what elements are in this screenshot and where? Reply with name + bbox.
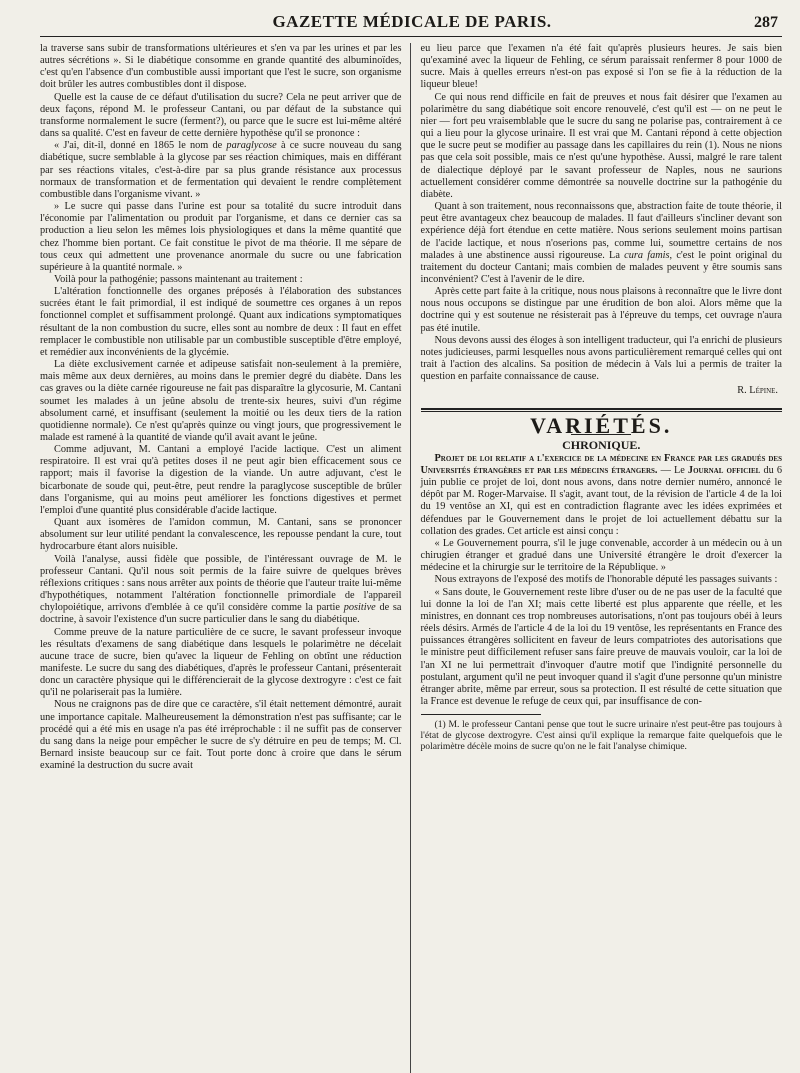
paragraph: Quant aux isomères de l'amidon commun, M. Cantani, sans se prononcer absolument sur leur utilité pendant la convalescence, les repousse pendant la cure, tout hydrocarbure étant alors nuisible. <box>40 517 402 553</box>
article-heading: Projet de loi relatif a l'exercice de la médecine en France par les gradués des Universités étrangères et par les médecins étrangers. <box>420 452 782 476</box>
italic-term: paraglycose <box>226 140 277 152</box>
text-run: du 6 juin publie ce projet de loi, dont nous avons, dans notre dernier numéro, annoncé le dépôt par M. Roger-Marvaise. Il s'agit, avant tout, de la révision de l'article 4 de la loi du 19 ventôse an XI, qui est en contradiction flagrante avec les idées exprimées et défendues par le Gouvernement dans le projet de loi actuellement débattu sur la collation des grades. Cet article est ainsi conçu : <box>420 465 782 537</box>
section-divider <box>421 408 783 412</box>
paragraph: Quelle est la cause de ce défaut d'utilisation du sucre? Cela ne peut arriver que de deux façons, répond M. le professeur Cantani, ou par défaut de la substance qui transforme normalement le sucre (ferment?), ou parce que le sucre est lui-même altéré dans sa qualité. C'est en faveur de cette dernière hypothèse qu'il se prononce : <box>40 91 402 140</box>
quote-paragraph: « Le Gouvernement pourra, s'il le juge convenable, accorder à un médecin ou à un chirugien étranger et gradué dans une Université étrangère le droit d'exercer la médecine et la chirurgie sur le territoire de la République. » <box>420 537 782 574</box>
paragraph: Comme adjuvant, M. Cantani a employé l'acide lactique. C'est un aliment respiratoire. Il est vrai qu'à petites doses il ne peut agir bien efficacement sous ce rapport; mais il favorise la digestion de la viande. Un autre adjuvant, c'est le bicarbonate de soude qui, peut-être, peut rendre la paraglycose susceptible de brûler dans l'organisme, qui au moins peut améliorer les fonctions digestives et permet l'emploi d'une quantité plus considérable d'acide lactique. <box>40 444 402 516</box>
left-column <box>40 43 411 1073</box>
paragraph: Après cette part faite à la critique, nous nous plaisons à reconnaître que le livre dont nous nous occupons se distingue par une érudition de bon aloi. Alors même que la doctrine qui y est soutenue ne résisterait pas à l'épreuve du temps, cet ouvrage n'aura pas été inutile. <box>420 286 782 334</box>
italic-term: positive <box>343 602 376 614</box>
text-run: « J'ai, dit-il, donné en 1865 le nom de <box>54 140 227 152</box>
footnote-rule <box>421 714 541 715</box>
text-columns <box>40 43 782 1073</box>
text-run: Voilà l'analyse, aussi fidèle que possible, de l'intéressant ouvrage de M. le professeur Cantani. Qu'il nous soit permis de la faire suivre de quelques brèves réflexions critiques : sans nous arrêter aux points de théorie que l'auteur traite lui-même d'hypothétiques, notamment l'altération fonctionnelle primordiale de l'appareil chylopoiétique, arrivons d'emblée à ce qu'il considère comme la partie <box>40 553 402 614</box>
page-number: 287 <box>754 14 778 31</box>
quote-paragraph: » Le sucre qui passe dans l'urine est pour sa totalité du sucre introduit dans l'économie par l'alimentation ou produit par l'organisme, et dans ce dernier cas sa production a lieu selon les mêmes lois physiologiques et dans la même quantité que chez l'homme bien portant. Ce fait constitue le pivot de ma théorie. Il me sépare de tous ceux qui admettent une provenance anormale du sucre ou une fabrication supérieure à la quantité normale. » <box>40 201 402 273</box>
author-signature: R. Lépine. <box>737 385 778 397</box>
quote-paragraph <box>40 140 402 201</box>
subsection-title: CHRONIQUE. <box>562 437 641 452</box>
quote-paragraph: « Sans doute, le Gouvernement reste libre d'user ou de ne pas user de la faculté que lui donne la loi de l'an XI; mais cette liberté est plus apparente que réelle, et les ministres, en donnant ces trop nombreuses autorisations, n'ont pas toujours obéi à leurs réels désirs. Armés de l'article 4 de la loi du 19 ventôse, les représentants en France des puissances étrangères sollicitent en faveur de leurs compatriotes des autorisations que le ministre peut difficilement refuser sans faire preuve de mauvais vouloir, car la loi de l'an XI ne lui permettrait d'invoquer d'autre motif que l'indignité personnelle du postulant, argument qu'il ne peut invoquer quand il s'agit d'une personne qu'un ministre étranger abrite, même par erreur, sous sa protection. Il est résulté de cette situation que la France est devenue le refuge de ceux qui, par insuffisance de con- <box>420 586 782 707</box>
paragraph: eu lieu parce que l'examen n'a été fait qu'après plusieurs heures. Je sais bien qu'examiné avec la liqueur de Fehling, ce sérum paraissait renfermer 8 pour 1000 de sucre. Mais à quelles erreurs n'est-on pas exposé si l'on se fie à la réduction de la liqueur bleue! <box>420 43 782 91</box>
text-run: à ce sucre nouveau du sang diabétique, sucre semblable à la glycose par ses réaction chimiques, mais en différant par ses réactions vitales, c'est-à-dire par sa plus grande résistance aux processus normaux de transformation et de fermentation qui devaient le rendre complètement combustible dans l'organisme vivant. » <box>40 140 402 200</box>
journal-name: Journal officiel <box>687 465 761 476</box>
paragraph: La diète exclusivement carnée et adipeuse satisfait non-seulement à la première, mais même aux deux dernières, au moins dans le premier degré du diabète. Dans les cas graves ou la diète carnée rigoureuse ne fait pas disparaître la glycosurie, M. Cantani soumet les malades à un jeûne absolu de trente-six heures, suivi d'un régime absolument carné, et insuffisant (seulement la moitié ou les deux tiers de la ration quotidienne normale). Ce n'est qu'après quinze ou vingt jours, que progressivement le malade est ramené à la quantité de viande qu'il avait avant le jeûne. <box>40 359 402 443</box>
journal-title: GAZETTE MÉDICALE DE PARIS. <box>272 12 552 31</box>
paragraph <box>40 554 402 627</box>
text-run: de sa doctrine, à savoir l'existence d'un sucre particulier dans le sang du diabétique. <box>40 602 402 626</box>
paragraph: Nous extrayons de l'exposé des motifs de l'honorable député les passages suivants : <box>434 574 778 586</box>
right-column <box>411 43 783 1073</box>
paragraph: Comme preuve de la nature particulière de ce sucre, le savant professeur invoque les résultats d'examens de sang diabétique dans lesquels le polarimètre ne décelait aucune trace de sucre, bien qu'avec la liqueur de Fehling on obtînt une réduction manifeste. Le sucre du sang des diabétiques, d'après le professeur Cantani, présenterait donc un caractère physique qui le différencierait de la glycose dextrogyre : c'est ce fait qu'il ne polariserait pas la lumière. <box>40 626 402 699</box>
paragraph: L'altération fonctionnelle des organes préposés à l'élaboration des substances sucrées étant le fait primordial, il est indiqué de soumettre ces organes à un repos fonctionnel complet et suffisamment prolongé. Quant aux indications symptomatiques résultant de la non combustion du sucre, elles sont au nombre de deux : Il faut en effet remplacer le combustible non utilisable par un combustible susceptible d'être employé, et remédier aux inconvénients de la glycémie. <box>40 286 402 358</box>
paragraph <box>421 201 783 286</box>
paragraph: Ce qui nous rend difficile en fait de preuves et nous fait désirer que l'examen au polarimètre du sang diabétique soit encore renouvelé, c'est qu'il est — on ne peut le nier — fort peu vraisemblable que le sucre du sang ne polarise pas, contrairement à ce qui a lieu pour la glycose urinaire. Il est vrai que M. Cantani répond à cette objection que le sucre peut se modifier au passage dans les capillaires du rein (1). Nous ne nions pas que cela soit possible, mais ce n'est qu'une hypothèse. Aussi, malgré le rare talent de dialectique déployé par le savant professeur de Naples, nous ne saurions actuellement considérer comme démontrée sa nouvelle doctrine sur la pathogénie du diabète. <box>420 91 782 200</box>
italic-term: cura famis <box>624 249 670 261</box>
paragraph <box>421 453 783 538</box>
paragraph: Nous ne craignons pas de dire que ce caractère, s'il était nettement démontré, aurait une importance capitale. Malheureusement la démonstration n'est pas suffisante; car le procédé qui a été mis en usage n'a pas été irréprochable : il ne suffit pas de conserver du sang dans la neige pour empêcher le sucre de s'y détruire en peu de temps; M. Cl. Bernard insiste beaucoup sur ce fait. Tout porte donc à croire que dans le sérum examiné la destruction du sucre avait <box>40 699 402 772</box>
text-run: — Le <box>657 465 688 476</box>
text-run: Quant à son traitement, nous reconnaissons que, abstraction faite de toute théorie, il peut être avantageux chez beaucoup de malades. Il faut d'ailleurs s'incliner devant son expérience déjà fort étendue en cette matière. Nous serions seulement moins partisan de l'acide lactique, et nous n'oserions pas, comme lui, soumettre certains de nos malades à une abstinence aussi rigoureuse. La <box>420 201 782 261</box>
footnote: (1) M. le professeur Cantani pense que tout le sucre urinaire n'est peut-être pas toujours à l'état de glycose dextrogyre. C'est ainsi qu'il explique la remarque faite quelquefois que le polarimètre décèle moins de sucre qu'on ne le fait l'analyse chimique. <box>420 719 782 753</box>
text-run: , c'est le point original du traitement du docteur Cantani; mais combien de malades peuvent y être soumis sans inconvénient? C'est à l'avenir de le dire. <box>420 249 782 285</box>
paragraph: Voilà pour la pathogénie; passons maintenant au traitement : <box>54 273 303 285</box>
paragraph: la traverse sans subir de transformations ultérieures et s'en va par les urines et par les autres sécrétions ». Si le diabétique consomme en grande quantité des albuminoïdes, c'est qu'en l'absence d'un combustible aussi important que l'est le sucre, son organisme doit brûler les autres combustibles dont il dispose. <box>40 43 402 91</box>
paragraph: Nous devons aussi des éloges à son intelligent traducteur, qui l'a enrichi de plusieurs notes judicieuses, parmi lesquelles nous avons particulièrement remarqué celles qui ont trait à l'action des alcalins. Sa position de médecin à Vals lui a permis de traiter la question en parfaite connaissance de cause. <box>420 334 782 383</box>
section-title: VARIÉTÉS. <box>530 412 673 438</box>
page-header <box>40 12 782 37</box>
